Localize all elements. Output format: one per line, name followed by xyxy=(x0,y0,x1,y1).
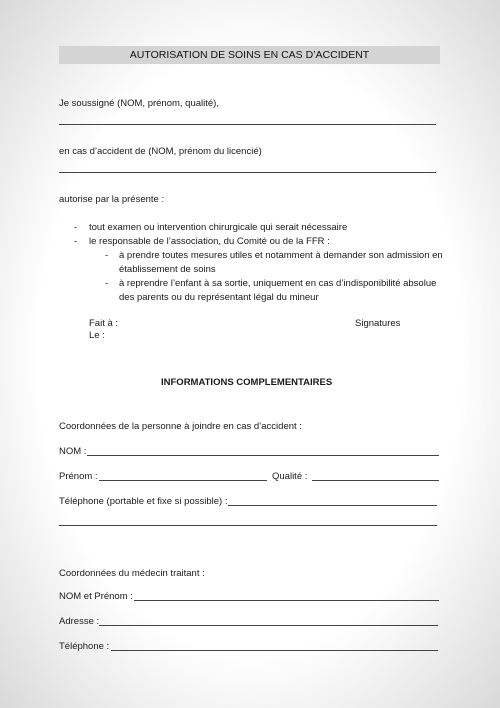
authorization-subitem-admission-2: établissement de soins xyxy=(119,264,216,275)
contact-telephone-label: Téléphone (portable et fixe si possible) : xyxy=(59,496,228,507)
authorization-subitem-pickup-2: des parents ou du représentant légal du mineur xyxy=(119,292,319,303)
intro-line-accident-of: en cas d’accident de (NOM, prénom du licencié) xyxy=(59,146,262,157)
doctor-nom-prenom-label: NOM et Prénom : xyxy=(59,591,133,602)
document-title: AUTORISATION DE SOINS EN CAS D’ACCIDENT xyxy=(59,46,440,64)
contact-telephone-field[interactable] xyxy=(228,505,437,506)
contact-qualite-field[interactable] xyxy=(312,480,439,481)
bullet-dash: - xyxy=(74,222,78,233)
authorization-subitem-pickup-1: à reprendre l’enfant à sa sortie, uniquement en cas d’indisponibilité absolue xyxy=(119,278,437,289)
fait-a-label: Fait à : xyxy=(89,318,119,329)
doctor-adresse-label: Adresse : xyxy=(59,616,100,627)
contact-qualite-label: Qualité : xyxy=(272,471,308,482)
contact-nom-field[interactable] xyxy=(87,455,439,456)
contact-prenom-label: Prénom : xyxy=(59,471,98,482)
signatures-label: Signatures xyxy=(355,318,401,329)
authorization-item-exam: tout examen ou intervention chirurgicale qui serait nécessaire xyxy=(89,222,348,233)
doctor-telephone-label: Téléphone : xyxy=(59,641,110,652)
doctor-nom-prenom-field[interactable] xyxy=(134,600,439,601)
licensee-fill-line xyxy=(59,172,436,173)
contact-telephone-extra-line[interactable] xyxy=(59,525,437,526)
authorization-item-responsible: le responsable de l’association, du Comité ou de la FFR : xyxy=(89,236,330,247)
authorization-subitem-admission-1: à prendre toutes mesures utiles et notamment à demander son admission en xyxy=(119,250,443,261)
intro-line-authorizes: autorise par la présente : xyxy=(59,194,165,205)
sub-bullet-dash: - xyxy=(105,250,109,261)
contact-nom-label: NOM : xyxy=(59,446,87,457)
bullet-dash: - xyxy=(74,236,78,247)
contact-heading: Coordonnées de la personne à joindre en cas d’accident : xyxy=(59,421,302,432)
contact-prenom-field[interactable] xyxy=(99,480,267,481)
info-heading: INFORMATIONS COMPLEMENTAIRES xyxy=(161,377,333,388)
doctor-adresse-field[interactable] xyxy=(99,625,438,626)
date-label: Le : xyxy=(89,330,105,341)
undersigned-fill-line xyxy=(59,124,436,125)
doctor-telephone-field[interactable] xyxy=(111,650,438,651)
intro-line-undersigned: Je soussigné (NOM, prénom, qualité), xyxy=(59,98,219,109)
sub-bullet-dash: - xyxy=(105,278,109,289)
doctor-heading: Coordonnées du médecin traitant : xyxy=(59,568,205,579)
